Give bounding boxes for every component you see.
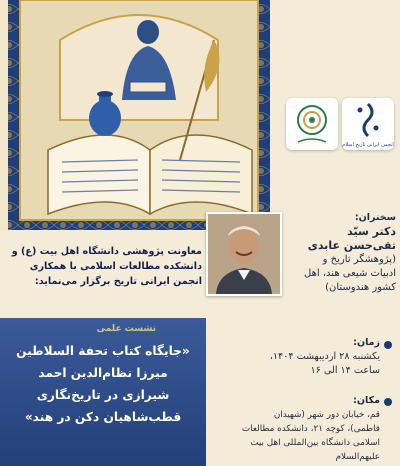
venue-line-2: فاطمی)، کوچه ۲۱، دانشکده مطالعات: [241, 424, 380, 434]
speaker-label: سخنران:: [354, 212, 396, 223]
event-date: یکشنبه ۲۸ اردیبهشت ۱۴۰۴،: [269, 351, 380, 362]
speaker-info: [282, 212, 396, 295]
speaker-desc-2: ادبیات شیعی هند، اهل: [304, 268, 396, 279]
time-label: زمان:: [353, 337, 380, 348]
manuscript-illustration: [0, 0, 400, 230]
session-title: [6, 340, 200, 428]
speaker-desc-1: (پژوهشگر تاریخ و: [322, 254, 396, 265]
bullet-dot-icon: [384, 398, 392, 406]
organizer-line-1: معاونت پژوهشی دانشگاه اهل بیت (ع) و: [11, 246, 202, 257]
organizer-line-2: دانشکده مطالعات اسلامی با همکاری: [29, 261, 202, 272]
iranian-history-association-logo: [342, 98, 394, 150]
speaker-title: دکتر سیّد: [347, 225, 396, 238]
event-venue: [214, 394, 380, 464]
venue-line-1: قم، خیابان دور شهر (شهیدان: [273, 410, 380, 420]
logo-right-caption: انجمن ایرانی تاریخ اسلام: [342, 142, 394, 148]
venue-label: مکان:: [353, 395, 380, 406]
event-hours: ساعت ۱۴ الی ۱۶: [310, 365, 380, 376]
session-banner: [0, 318, 206, 466]
event-time: [216, 336, 380, 378]
venue-line-4: علیهم‌السلام: [335, 452, 380, 462]
rosette-emblem-icon: [286, 98, 338, 150]
university-logo: [286, 98, 338, 150]
speaker-photo: [206, 212, 282, 296]
speaker-portrait: [208, 214, 280, 294]
venue-line-3: اسلامی دانشگاه بین‌المللی اهل بیت: [250, 438, 380, 448]
speaker-name: تقی‌حسن عابدی: [307, 239, 396, 252]
session-title-line-3: شیرازی در تاریخ‌نگاری: [36, 388, 170, 402]
session-title-line-4: قطب‌شاهیان دکن در هند»: [24, 410, 182, 424]
calligraphy-emblem-icon: [342, 98, 394, 142]
session-title-line-1: «جایگاه کتاب تحفة السلاطین: [16, 344, 190, 358]
illustration-svg: [0, 0, 400, 230]
speaker-desc-3: کشور هندوستان): [325, 282, 396, 293]
session-title-line-2: میرزا نظام‌الدین احمد: [38, 366, 168, 380]
organizer-line-3: انجمن ایرانی تاریخ برگزار می‌نماید:: [34, 276, 202, 287]
bullet-dot-icon: [384, 341, 392, 349]
session-kicker: نشست علمی: [96, 324, 156, 334]
organizer-text: [10, 244, 202, 289]
